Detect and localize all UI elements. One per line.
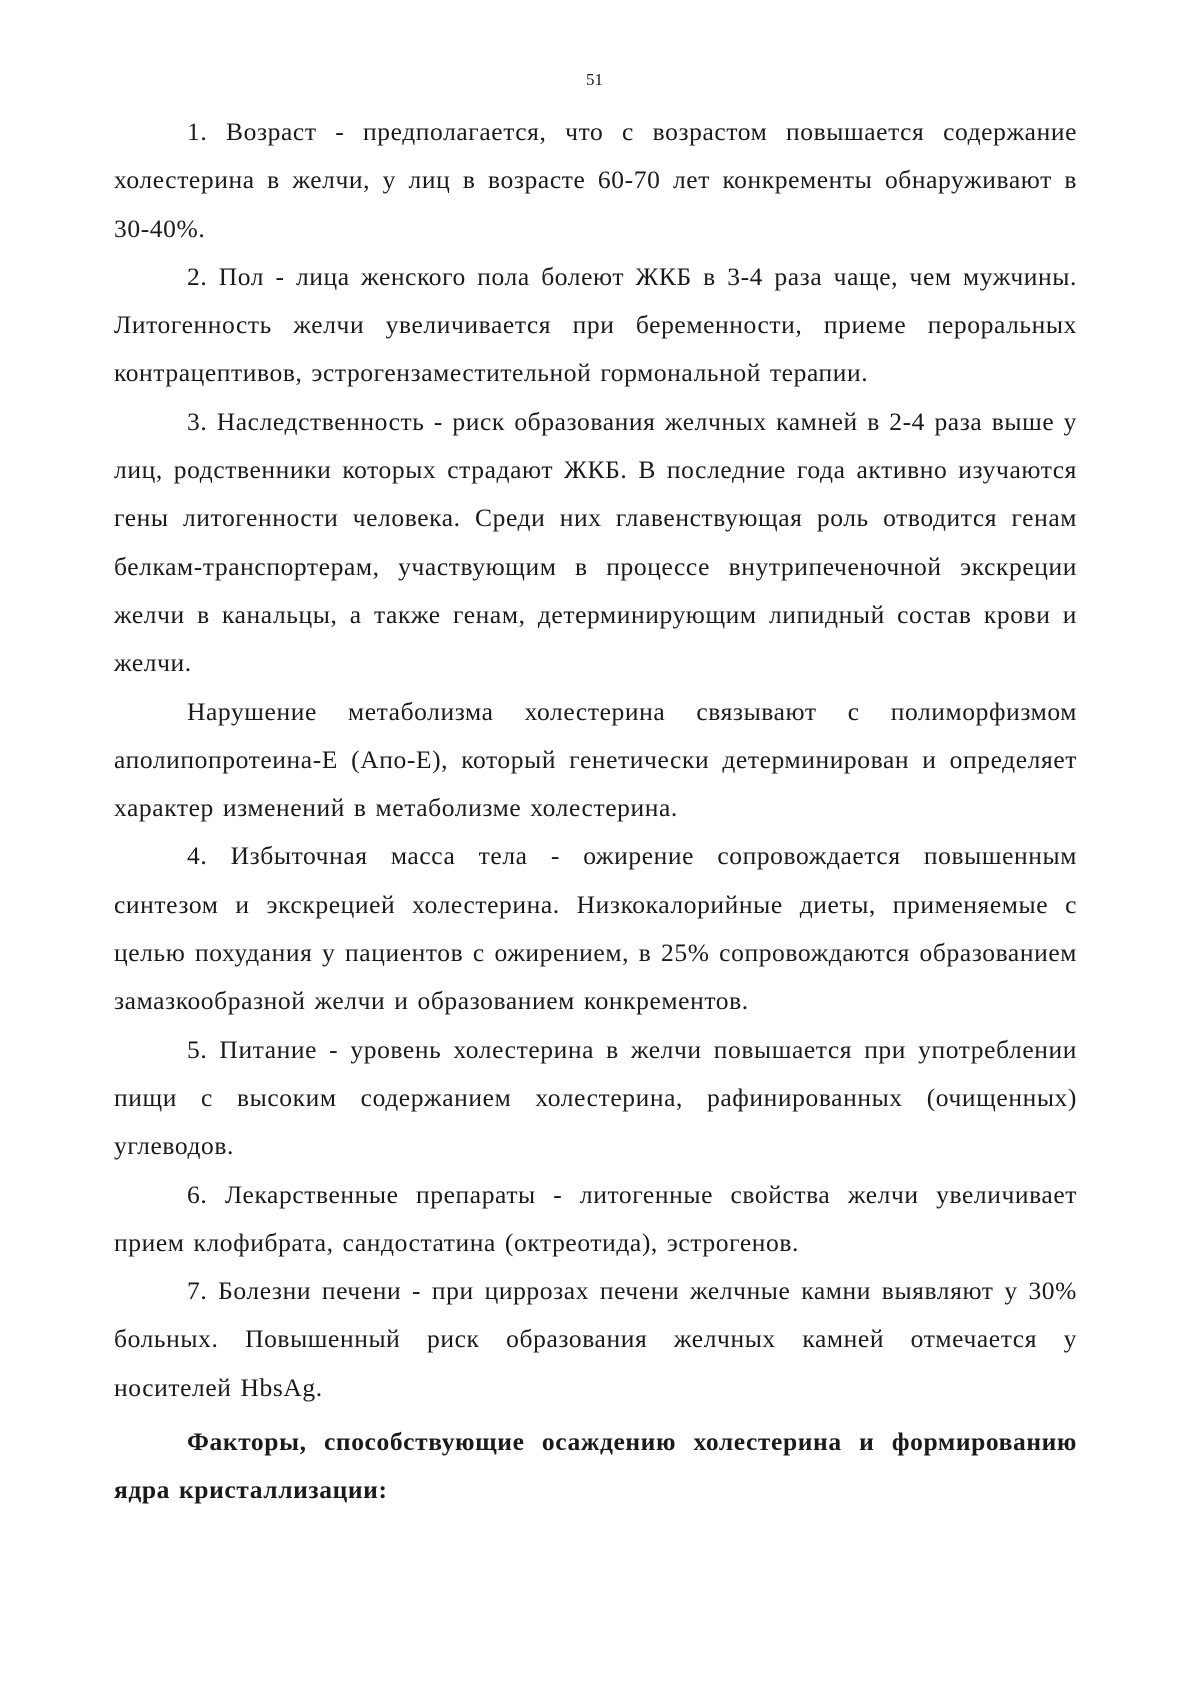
section-heading: Факторы, способствующие осаждению холестерина и формированию ядра кристаллизации:: [114, 1427, 1077, 1505]
paragraph-excess-weight: 4. Избыточная масса тела - ожирение сопровождается повышенным синтезом и экскрецией холестерина. Низкокалорийные диеты, применяемые с целью похудания у пациентов с ожирением, в 25% сопровождаются образованием замазкообразной желчи и образованием конкрементов.: [114, 841, 1077, 1016]
paragraph-sex: 2. Пол - лица женского пола болеют ЖКБ в 3-4 раза чаще, чем мужчины. Литогенность желчи увеличивается при беременности, приеме пероральных контрацептивов, эстрогензаместительной гормональной терапии.: [114, 261, 1077, 388]
paragraph-liver-diseases: 7. Болезни печени - при циррозах печени желчные камни выявляют у 30% больных. Повышенный риск образования желчных камней отмечается у носителей HbsAg.: [114, 1276, 1077, 1402]
paragraph-heredity: 3. Наследственность - риск образования желчных камней в 2-4 раза выше у лиц, родственники которых страдают ЖКБ. В последние года активно изучаются гены литогенности человека. Среди них главенствующая роль отводится генам белкам-транспортерам, участвующим в процессе внутрипеченочной экскреции желчи в канальцы, а также генам, детерминирующим липидный состав крови и желчи.: [114, 406, 1077, 678]
paragraph-age: 1. Возраст - предполагается, что с возрастом повышается содержание холестерина в желчи, у лиц в возрасте 60-70 лет конкременты обнаруживают в 30-40%.: [114, 117, 1077, 243]
paragraph-nutrition: 5. Питание - уровень холестерина в желчи повышается при употреблении пищи с высоким содержанием холестерина, рафинированных (очищенных) углеводов.: [114, 1034, 1077, 1161]
page-number: 51: [586, 70, 603, 89]
paragraph-medications: 6. Лекарственные препараты - литогенные свойства желчи увеличивает прием клофибрата, сандостатина (октреотида), эстрогенов.: [114, 1179, 1077, 1257]
paragraph-cholesterol-metabolism: Нарушение метаболизма холестерина связывают с полиморфизмом аполипопротеина-Е (Апо-Е), который генетически детерминирован и определяет характер изменений в метаболизме холестерина.: [114, 696, 1077, 823]
document-body: [114, 108, 1077, 1515]
